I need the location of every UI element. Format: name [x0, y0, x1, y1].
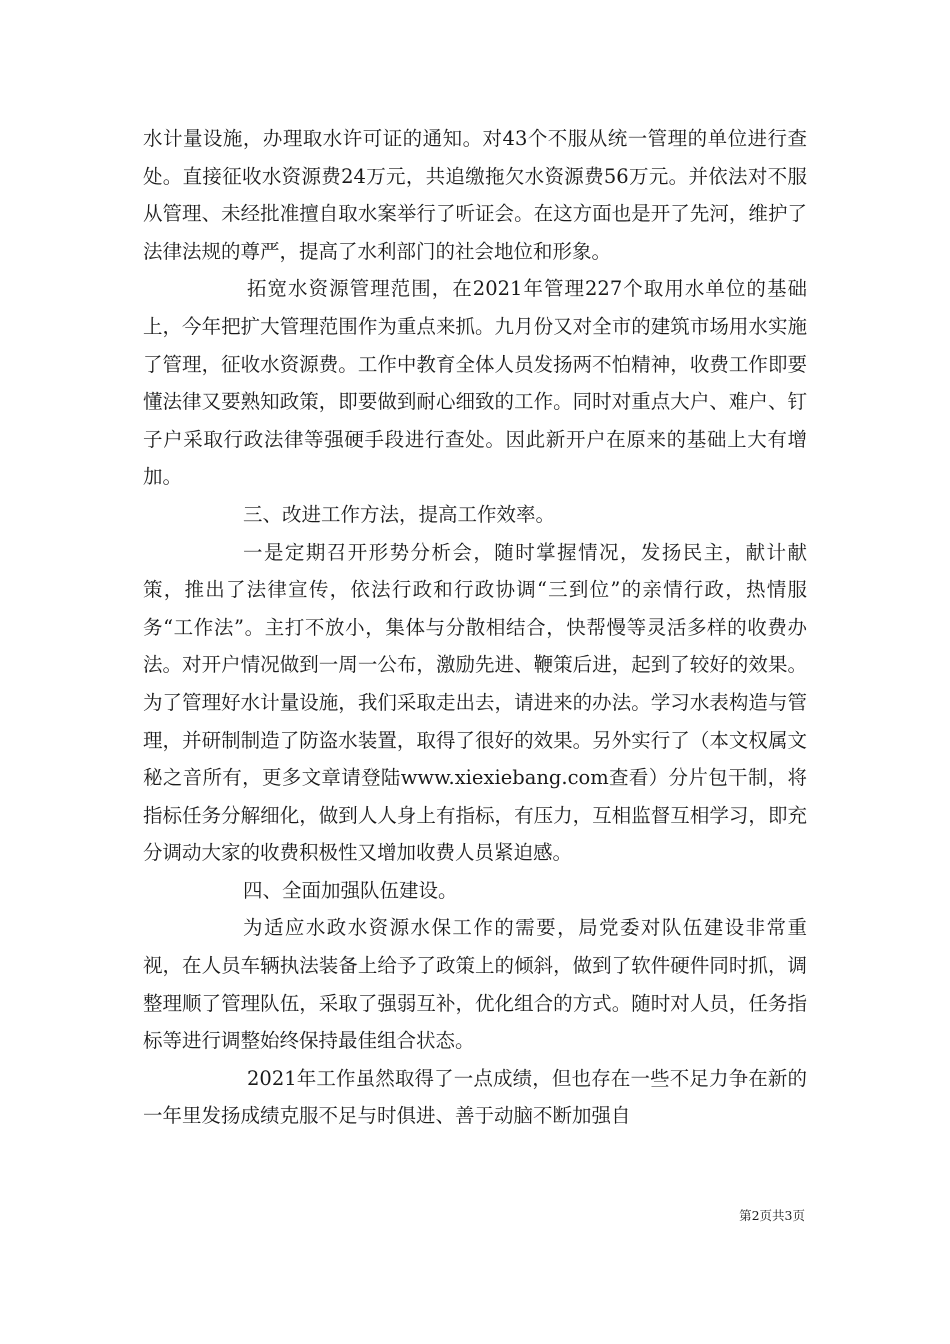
page-number: 第2页共3页 — [739, 1208, 805, 1223]
paragraph-summary: 2021年工作虽然取得了一点成绩，但也存在一些不足力争在新的一年里发扬成绩克服不足与时俱进、善于动脑不断加强自 — [143, 1066, 807, 1128]
document-body — [143, 120, 807, 1135]
section-heading-three: 三、改进工作方法，提高工作效率。 — [243, 502, 556, 526]
paragraph-enforcement-results: 水计量设施，办理取水许可证的通知。对43个不服从统一管理的单位进行查处。直接征收水资源费24万元，共追缴拖欠水资源费56万元。并依法对不服从管理、未经批准擅自取水案举行了听证会。在这方面也是开了先河，维护了法律法规的尊严，提高了水利部门的社会地位和形象。 — [143, 127, 807, 263]
paragraph-team-building: 为适应水政水资源水保工作的需要，局党委对队伍建设非常重视，在人员车辆执法装备上给予了政策上的倾斜，做到了软件硬件同时抓，调整理顺了管理队伍，采取了强弱互补，优化组合的方式。随时对人员，任务指标等进行调整始终保持最佳组合状态。 — [143, 916, 807, 1053]
section-heading-four: 四、全面加强队伍建设。 — [243, 878, 458, 902]
paragraph-work-methods: 一是定期召开形势分析会，随时掌握情况，发扬民主，献计献策，推出了法律宣传，依法行政和行政协调“三到位”的亲情行政，热情服务“工作法”。主打不放小，集体与分散相结合，快帮慢等灵活多样的收费办法。对开户情况做到一周一公布，激励先进、鞭策后进，起到了较好的效果。为了管理好水计量设施，我们采取走出去，请进来的办法。学习水表构造与管理，并研制制造了防盗水装置，取得了很好的效果。另外实行了（本文权属文秘之音所有，更多文章请登陆www.xiexiebang.com查看）分片包干制，将指标任务分解细化，做到人人身上有指标，有压力，互相监督互相学习，即充分调动大家的收费积极性又增加收费人员紧迫感。 — [143, 540, 807, 865]
paragraph-expand-scope: 拓宽水资源管理范围，在2021年管理227个取用水单位的基础上，今年把扩大管理范围作为重点来抓。九月份又对全市的建筑市场用水实施了管理，征收水资源费。工作中教育全体人员发扬两不怕精神，收费工作即要懂法律又要熟知政策，即要做到耐心细致的工作。同时对重点大户、难户、钉子户采取行政法律等强硬手段进行查处。因此新开户在原来的基础上大有增加。 — [143, 277, 807, 489]
